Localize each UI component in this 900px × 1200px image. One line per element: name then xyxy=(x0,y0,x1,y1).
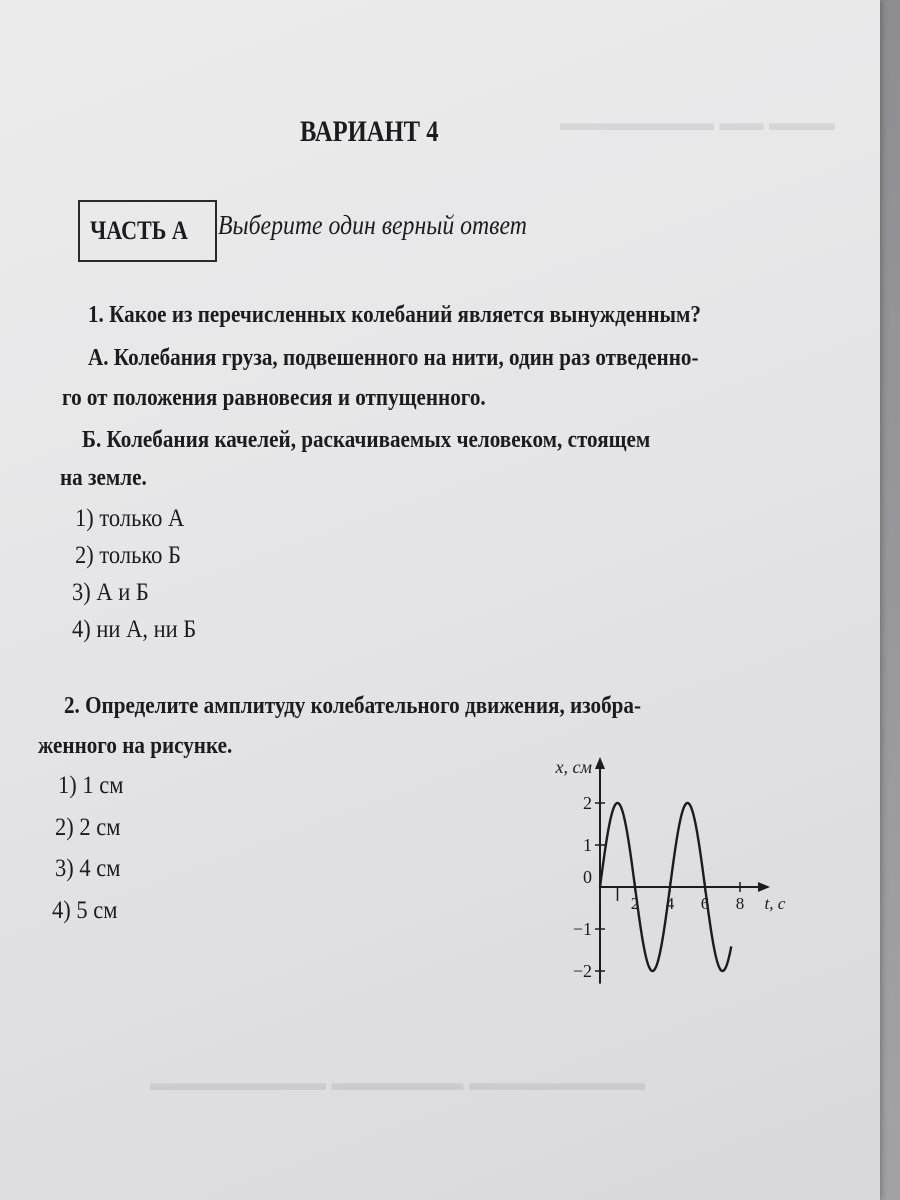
part-label-box xyxy=(78,200,217,262)
x-axis-label: t, c xyxy=(764,894,786,913)
question-1-option-1[interactable]: 1) только А xyxy=(75,505,185,532)
question-2-option-1[interactable]: 1) 1 см xyxy=(58,772,124,799)
x-axis-arrow xyxy=(758,882,770,892)
question-1-line-5: на земле. xyxy=(60,465,147,491)
question-1-line-1: 1. Какое из перечисленных колебаний является вынужденным? xyxy=(88,302,701,328)
question-1-option-4[interactable]: 4) ни А, ни Б xyxy=(72,616,197,643)
reverse-side-bleed-bottom: ▬▬▬▬▬▬▬▬ ▬▬▬▬▬▬ ▬▬▬▬▬▬▬▬ xyxy=(150,1070,645,1095)
x-tick-label: 8 xyxy=(735,894,745,913)
question-2-line-1: 2. Определите амплитуду колебательного движения, изобра- xyxy=(64,693,642,719)
question-2-option-3[interactable]: 3) 4 см xyxy=(55,855,121,882)
question-1-option-2[interactable]: 2) только Б xyxy=(75,542,181,569)
x-tick-label: 6 xyxy=(700,894,710,913)
question-2-line-2: женного на рисунке. xyxy=(38,733,233,759)
reverse-side-bleed-top: ▬▬▬ ▬▬ ▬▬▬▬▬▬▬ xyxy=(560,110,835,135)
part-label: ЧАСТЬ А xyxy=(90,216,188,245)
y-tick-label: −1 xyxy=(572,919,592,939)
oscillation-graph xyxy=(555,755,795,1005)
question-2-option-2[interactable]: 2) 2 см xyxy=(55,814,121,841)
question-1-line-3: го от положения равновесия и отпущенного. xyxy=(62,385,486,411)
y-tick-label: 1 xyxy=(583,835,592,855)
part-instruction: Выберите один верный ответ xyxy=(218,210,527,240)
question-1-line-4: Б. Колебания качелей, раскачиваемых человеком, стоящем xyxy=(82,427,651,453)
y-axis-label: x, см xyxy=(555,757,592,777)
y-tick-label: 2 xyxy=(583,793,592,813)
x-tick-label: 4 xyxy=(665,894,675,913)
question-2-option-4[interactable]: 4) 5 см xyxy=(52,897,118,924)
variant-title: ВАРИАНТ 4 xyxy=(300,115,439,148)
question-1-option-3[interactable]: 3) А и Б xyxy=(72,579,149,606)
x-tick-label: 2 xyxy=(630,894,640,913)
question-1-line-2: А. Колебания груза, подвешенного на нити, один раз отведенно- xyxy=(88,345,699,371)
y-axis-arrow xyxy=(595,757,605,769)
y-tick-label: 0 xyxy=(583,867,592,887)
y-tick-label: −2 xyxy=(572,961,592,981)
